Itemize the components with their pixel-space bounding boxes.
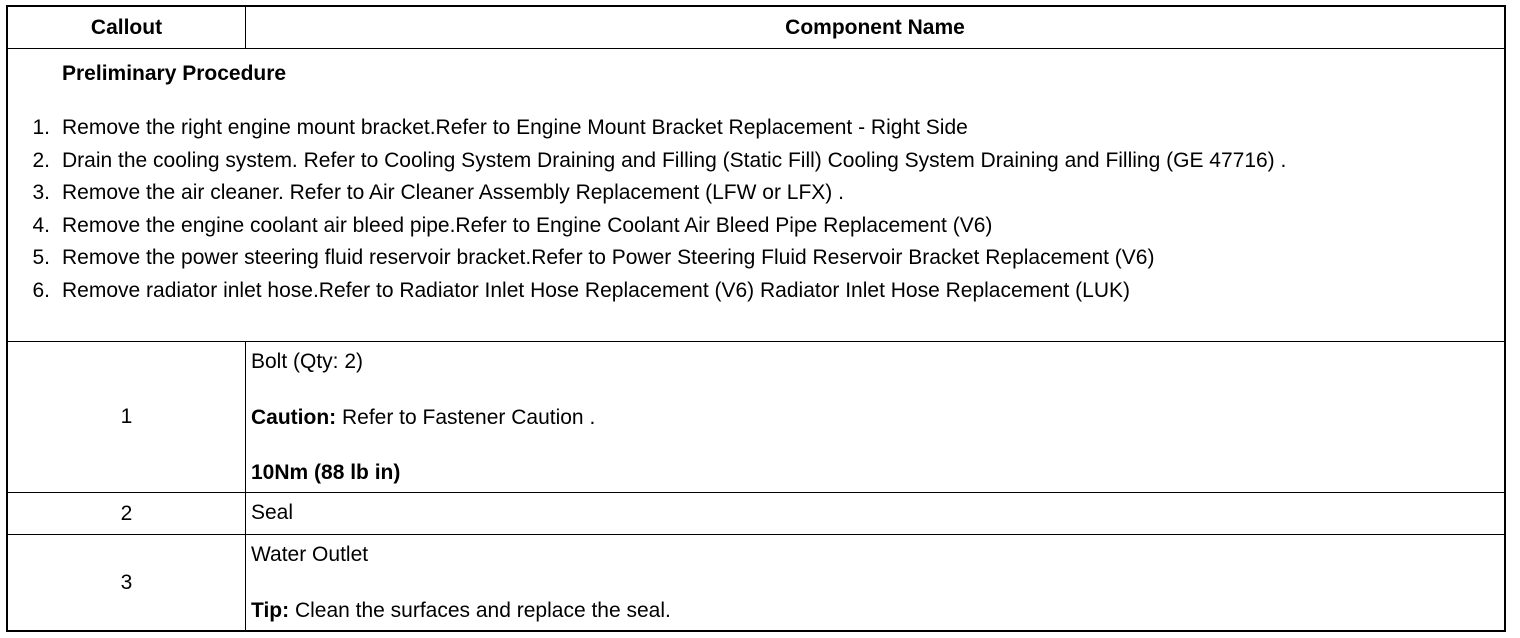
caution-label: Caution:: [251, 406, 337, 429]
component-name: Bolt (Qty: 2): [251, 350, 364, 373]
step-number: 3.: [32, 181, 50, 204]
step-text: Drain the cooling system. Refer to Cooling System Draining and Filling (Static Fill) Cooling System Draining and Filling (GE 47716) .: [62, 148, 1287, 172]
component-cell: [246, 342, 1504, 492]
caution-text: Refer to Fastener Caution .: [336, 406, 596, 429]
table-row: [8, 535, 1504, 630]
callout-column-header: Callout: [8, 7, 246, 48]
torque-spec: 10Nm (88 lb in): [251, 461, 401, 484]
component-name: Seal: [251, 501, 294, 524]
step-text: Remove the power steering fluid reservoir bracket.Refer to Power Steering Fluid Reservoir Bracket Replacement (V6): [62, 246, 1155, 269]
step-number: 2.: [32, 148, 50, 172]
component-cell: [246, 535, 1504, 630]
preliminary-procedure-row: [8, 49, 1504, 342]
table-header-row: [8, 7, 1504, 49]
caution-note: [251, 406, 595, 430]
component-cell: [246, 493, 1504, 534]
table-row: [8, 493, 1504, 535]
step-text: Remove radiator inlet hose.Refer to Radiator Inlet Hose Replacement (V6) Radiator Inlet Hose Replacement (LUK): [62, 278, 1131, 302]
list-item: [8, 278, 1504, 303]
step-text: Remove the engine coolant air bleed pipe.Refer to Engine Coolant Air Bleed Pipe Replacement (V6): [62, 213, 993, 237]
component-name-column-header: Component Name: [785, 15, 965, 39]
step-number: 6.: [32, 278, 50, 302]
callout-cell: 1: [8, 342, 246, 492]
tip-label: Tip:: [251, 599, 290, 622]
step-text: Remove the right engine mount bracket.Refer to Engine Mount Bracket Replacement - Right Side: [62, 116, 968, 139]
tip-text: Clean the surfaces and replace the seal.: [289, 599, 671, 622]
list-item: [8, 148, 1504, 173]
list-item: [8, 115, 1504, 140]
callout-cell: 2: [8, 493, 246, 534]
step-number: 5.: [32, 246, 50, 269]
table-row: [8, 342, 1504, 493]
list-item: [8, 213, 1504, 238]
list-item: [8, 245, 1504, 270]
component-table: [6, 5, 1506, 632]
list-item: [8, 180, 1504, 205]
step-number: 4.: [32, 213, 50, 237]
preliminary-procedure-title: Preliminary Procedure: [62, 62, 287, 85]
step-text: Remove the air cleaner. Refer to Air Cleaner Assembly Replacement (LFW or LFX) .: [62, 181, 844, 204]
preliminary-steps-list: [8, 115, 1504, 310]
tip-note: [251, 599, 671, 623]
step-number: 1.: [32, 116, 50, 139]
component-name: Water Outlet: [251, 543, 369, 566]
callout-cell: 3: [8, 535, 246, 630]
